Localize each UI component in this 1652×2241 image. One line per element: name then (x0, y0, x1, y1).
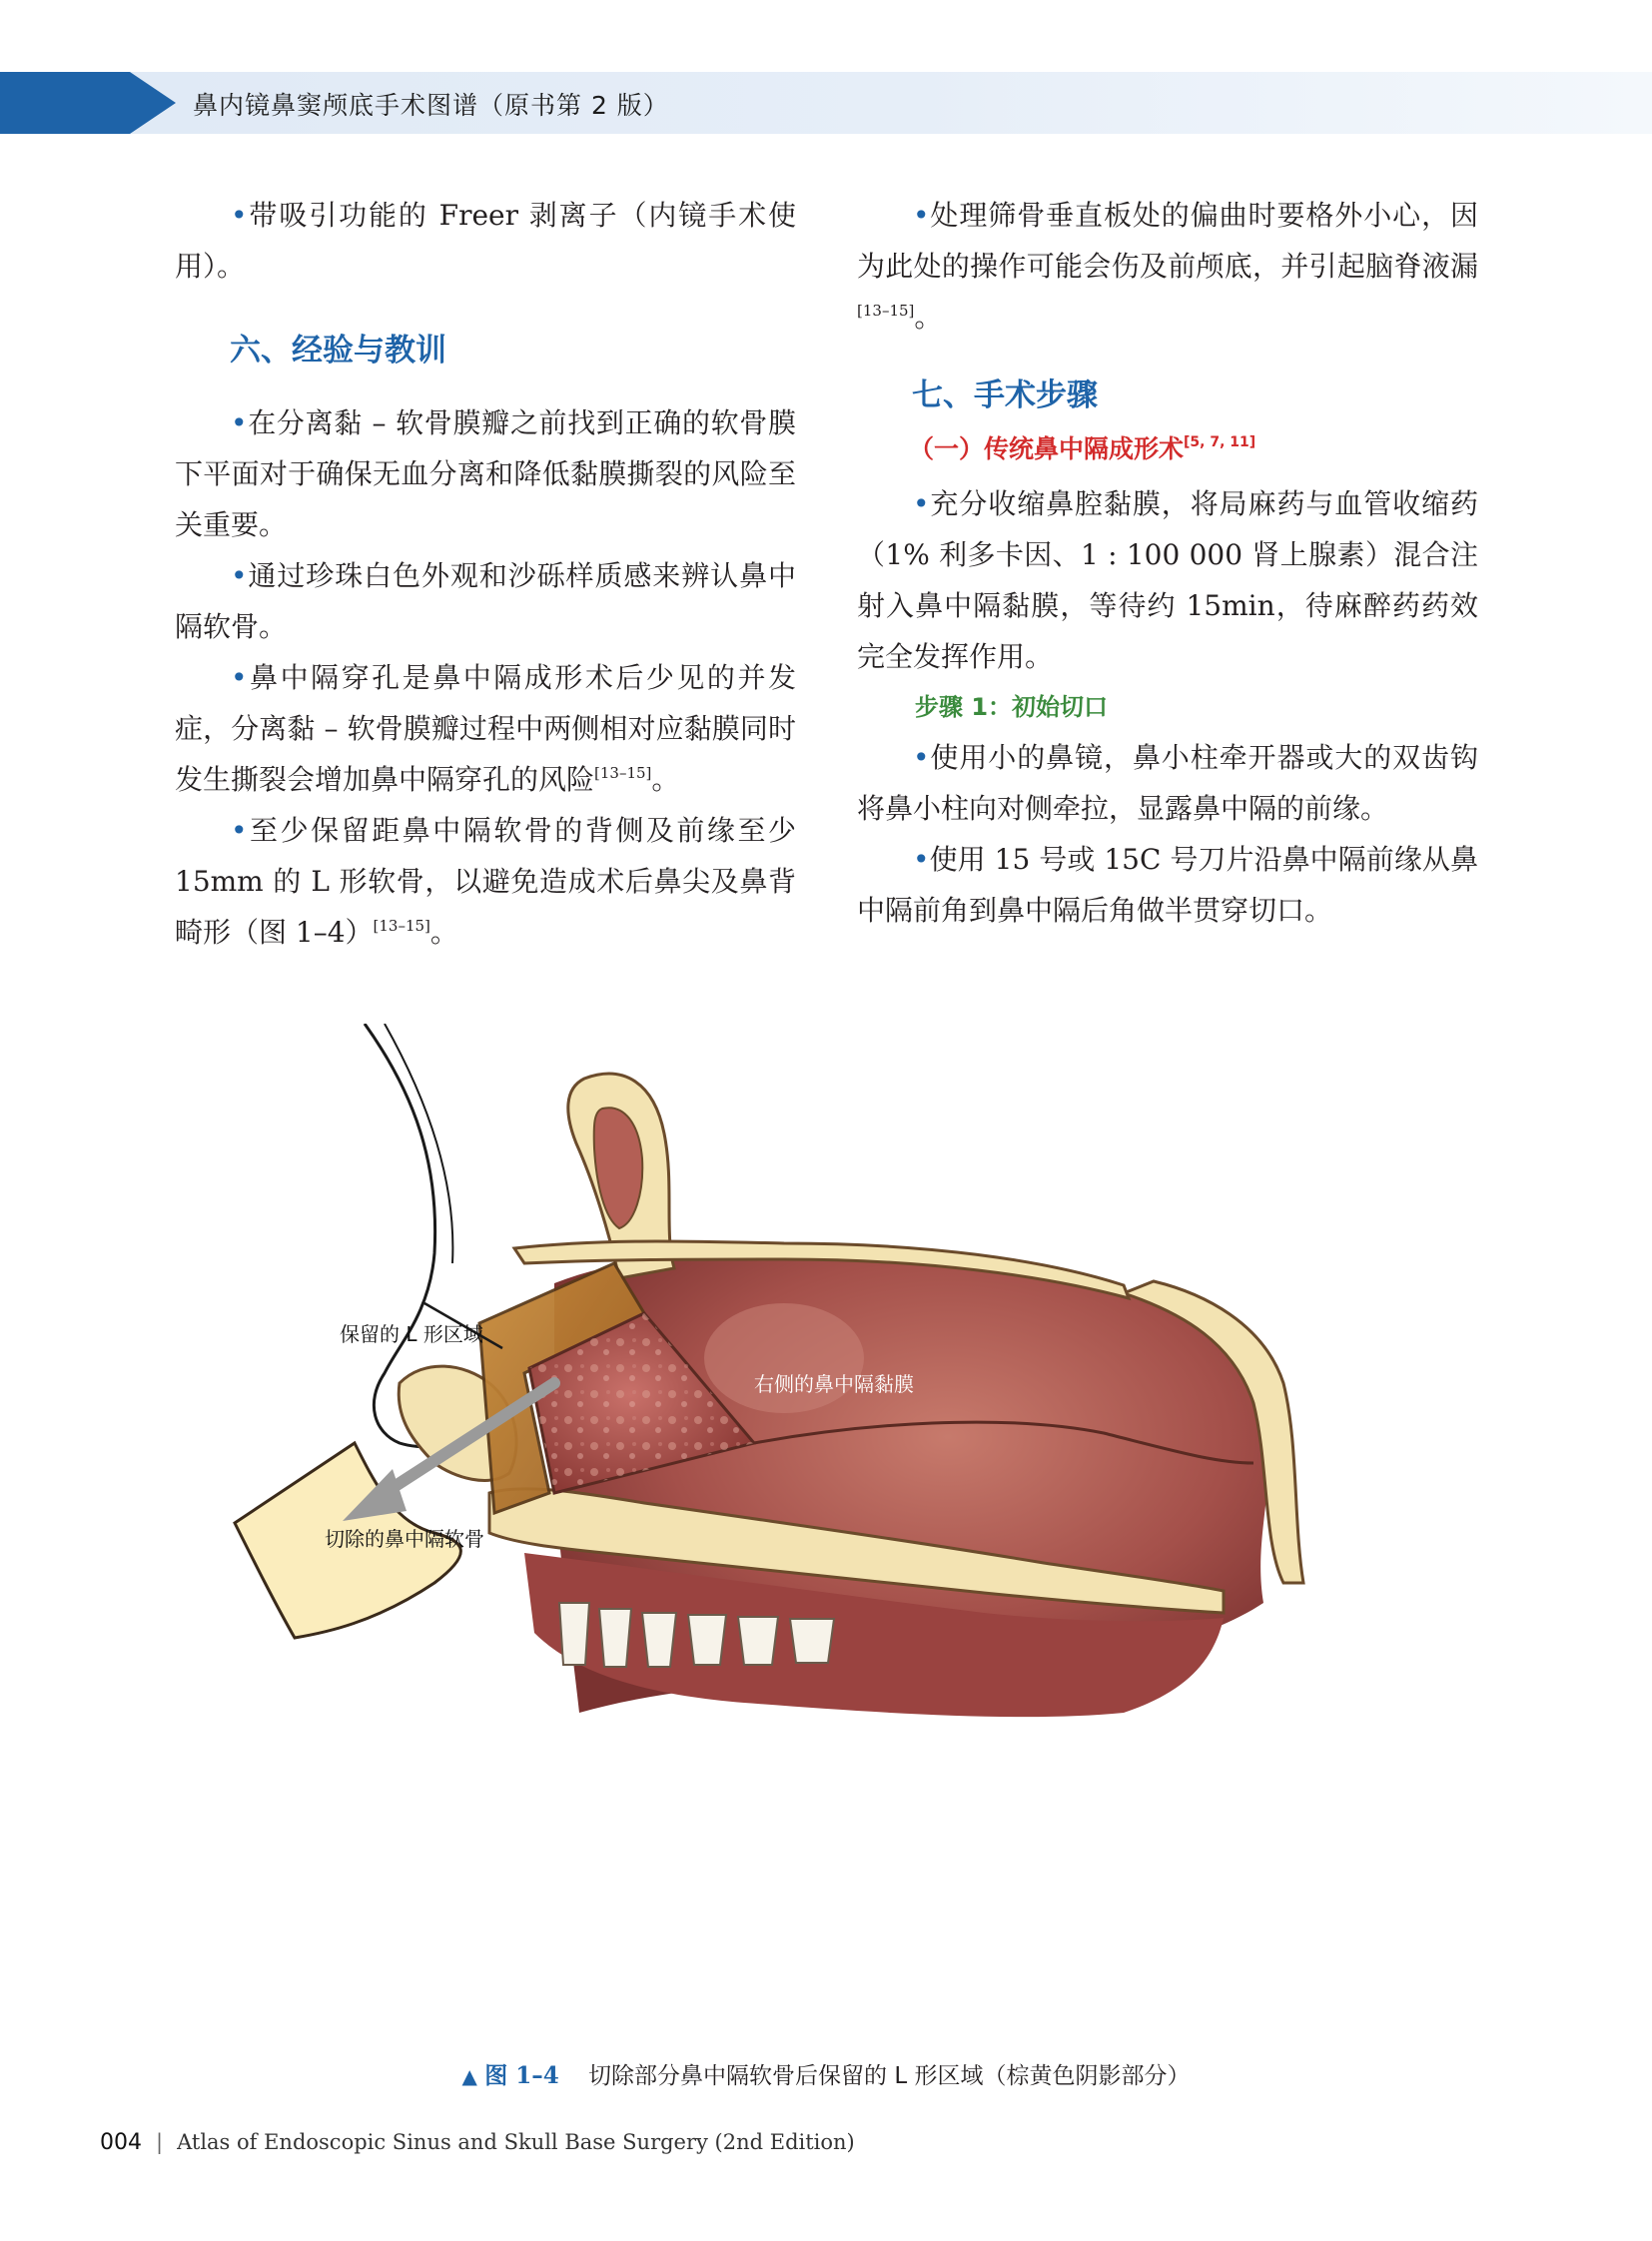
running-header-title: 鼻内镜鼻窦颅底手术图谱（原书第 2 版） (193, 91, 669, 120)
bullet-icon: • (231, 814, 248, 847)
citation: [13–15] (373, 917, 430, 935)
caption-number: 图 1–4 (484, 2062, 559, 2089)
left-paragraph-3: •通过珍珠白色外观和沙砾样质感来辨认鼻中隔软骨。 (175, 559, 796, 643)
step-heading: 步骤 1：初始切口 (915, 693, 1109, 721)
right-paragraph-2: •充分收缩鼻腔黏膜，将局麻药与血管收缩药（1% 利多卡因、1 : 100 000 肾上腺素）混合注射入鼻中隔黏膜，等待约 15min，待麻醉药药效完全发挥作用。 (857, 487, 1478, 673)
left-paragraph-2: •在分离黏 – 软骨膜瓣之前找到正确的软骨膜下平面对于确保无血分离和降低黏膜撕裂的风险至关重要。 (175, 406, 796, 541)
caption-text: 切除部分鼻中隔软骨后保留的 L 形区域（棕黄色阴影部分） (588, 2063, 1191, 2089)
page-footer (100, 2130, 855, 2155)
bullet-icon: • (913, 741, 930, 774)
anatomy-drawing (225, 1024, 1433, 2007)
citation: [5, 7, 11] (1184, 434, 1256, 450)
left-paragraph-5: •至少保留距鼻中隔软骨的背侧及前缘至少 15mm 的 L 形软骨，以避免造成术后鼻尖及鼻背畸形（图 1–4）[13–15]。 (175, 814, 796, 949)
bullet-icon: • (231, 559, 248, 592)
left-column (175, 190, 796, 958)
right-column (857, 190, 1478, 936)
section-heading-7: 七、手术步骤 (912, 377, 1098, 413)
bullet-icon: • (231, 406, 248, 439)
label-l-region: 保留的 L 形区域 (340, 1322, 483, 1346)
label-septal-mucosa: 右侧的鼻中隔黏膜 (754, 1372, 914, 1396)
subsection-heading: （一）传统鼻中隔成形术[5, 7, 11] (909, 434, 1256, 463)
left-paragraph-1: •带吸引功能的 Freer 剥离子（内镜手术使用）。 (175, 199, 796, 283)
left-paragraph-4: •鼻中隔穿孔是鼻中隔成形术后少见的并发症，分离黏 – 软骨膜瓣过程中两侧相对应黏膜同时发生撕裂会增加鼻中隔穿孔的风险[13–15]。 (175, 661, 796, 796)
right-paragraph-1: •处理筛骨垂直板处的偏曲时要格外小心，因为此处的操作可能会伤及前颅底，并引起脑脊液漏[13–15]。 (857, 199, 1478, 334)
footer-separator: | (156, 2130, 164, 2154)
bullet-icon: • (913, 843, 930, 876)
right-paragraph-3: •使用小的鼻镜，鼻小柱牵开器或大的双齿钩将鼻小柱向对侧牵拉，显露鼻中隔的前缘。 (857, 741, 1478, 825)
figure-caption (0, 2057, 1652, 2090)
bullet-icon: • (913, 199, 930, 232)
page-number: 004 (100, 2130, 142, 2155)
book-title: Atlas of Endoscopic Sinus and Skull Base Surgery (2nd Edition) (177, 2130, 855, 2154)
section-heading-6: 六、经验与教训 (230, 333, 446, 369)
citation: [13–15] (857, 302, 915, 320)
bullet-icon: • (231, 661, 248, 694)
citation: [13–15] (594, 764, 652, 782)
bullet-icon: • (231, 199, 248, 232)
right-paragraph-4: •使用 15 号或 15C 号刀片沿鼻中隔前缘从鼻中隔前角到鼻中隔后角做半贯穿切口。 (857, 843, 1478, 927)
caption-triangle-icon: ▲ (461, 2064, 477, 2088)
bullet-icon: • (913, 487, 930, 520)
label-removed-cartilage: 切除的鼻中隔软骨 (325, 1527, 484, 1551)
figure-nasal-septum-illustration (225, 1024, 1433, 2007)
